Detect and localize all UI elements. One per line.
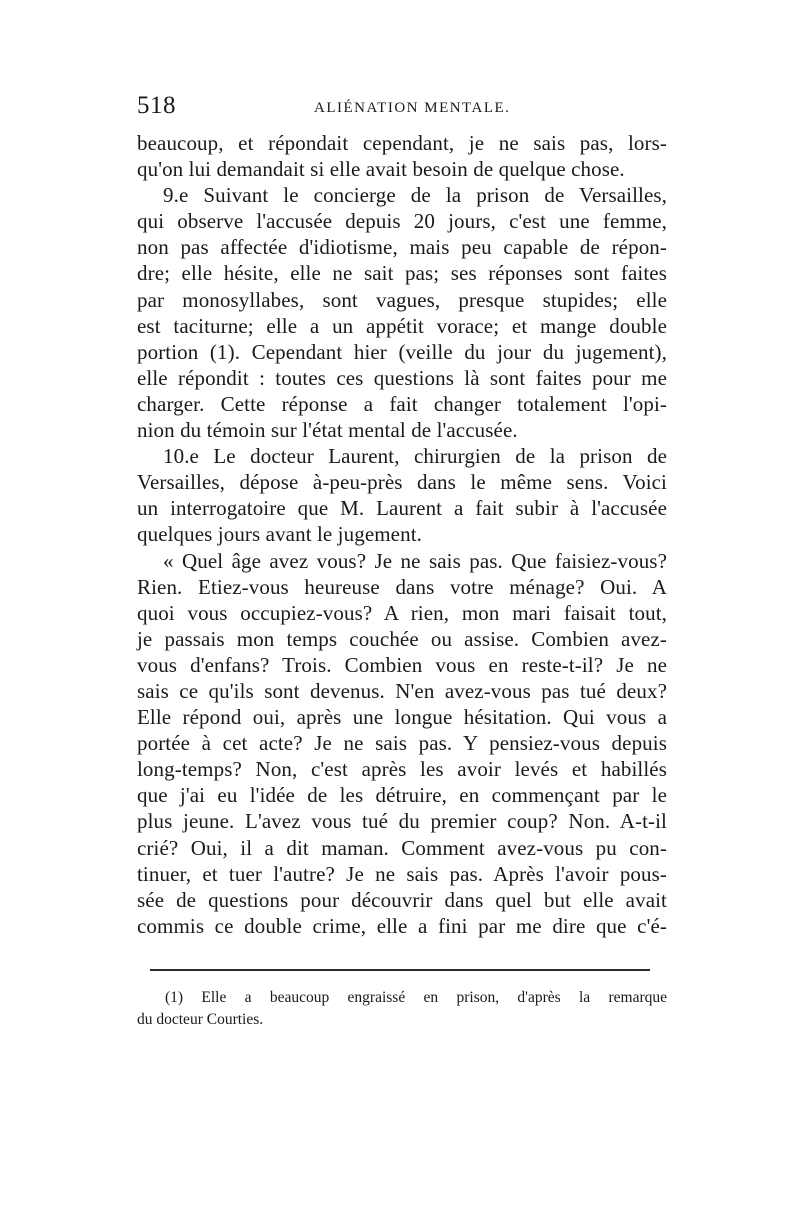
text-line: portée à cet acte? Je ne sais pas. Y pensiez-vous depuis [137,731,667,756]
text-line: est taciturne; elle a un appétit vorace; et mange double [137,313,667,338]
body-text [137,130,667,939]
text-line: qu'on lui demandait si elle avait besoin de quelque chose. [137,157,625,182]
text-line: vous d'enfans? Trois. Combien vous en reste-t-il? Je ne [137,652,667,677]
running-head: ALIÉNATION MENTALE. [314,100,511,116]
paragraph-start-line: « Quel âge avez vous? Je ne sais pas. Que faisiez-vous? [163,548,667,573]
paragraph-start-line: 9.e Suivant le concierge de la prison de Versailles, [163,183,667,208]
text-line: tinuer, et tuer l'autre? Je ne sais pas. Après l'avoir pous- [137,861,667,886]
text-line: charger. Cette réponse a fait changer totalement l'opi- [137,391,667,416]
paragraph-start-line: 10.e Le docteur Laurent, chirurgien de la prison de [163,444,667,469]
text-line: que j'ai eu l'idée de les détruire, en commençant par le [137,783,667,808]
text-line: je passais mon temps couchée ou assise. Combien avez- [137,626,667,651]
text-line: Elle répond oui, après une longue hésitation. Qui vous a [137,705,667,730]
text-line: elle répondit : toutes ces questions là sont faites pour me [137,365,667,390]
text-line: crié? Oui, il a dit maman. Comment avez-vous pu con- [137,835,667,860]
text-line: Versailles, dépose à-peu-près dans le même sens. Voici [137,470,667,495]
text-line: portion (1). Cependant hier (veille du jour du jugement), [137,339,667,364]
text-line: qui observe l'accusée depuis 20 jours, c'est une femme, [137,209,667,234]
text-line: dre; elle hésite, elle ne sait pas; ses réponses sont faites [137,261,667,286]
text-line: long-temps? Non, c'est après les avoir levés et habillés [137,757,667,782]
text-line: par monosyllabes, sont vagues, presque stupides; elle [137,287,667,312]
footnote-line: du docteur Courties. [137,1011,264,1028]
text-line: un interrogatoire que M. Laurent a fait subir à l'accusée [137,496,667,521]
text-line: commis ce double crime, elle a fini par me dire que c'é- [137,913,667,938]
text-line: plus jeune. L'avez vous tué du premier coup? Non. A-t-il [137,809,667,834]
text-line: beaucoup, et répondait cependant, je ne sais pas, lors- [137,131,667,155]
footnote [137,987,667,1031]
text-line: sée de questions pour découvrir dans quel but elle avait [137,887,667,912]
page-header [137,92,667,124]
text-line: sais ce qu'ils sont devenus. N'en avez-vous pas tué deux? [137,678,667,703]
text-line: quelques jours avant le jugement. [137,522,422,547]
text-line: non pas affectée d'idiotisme, mais peu capable de répon- [137,235,667,260]
footnote-separator-rule [150,969,650,971]
footnote-line: (1) Elle a beaucoup engraissé en prison, d'après la remarque [165,989,667,1006]
text-line: quoi vous occupiez-vous? A rien, mon mari faisait tout, [137,600,667,625]
text-line: nion du témoin sur l'état mental de l'accusée. [137,418,518,443]
page-number: 518 [137,92,176,119]
text-line: Rien. Etiez-vous heureuse dans votre ménage? Oui. A [137,574,667,599]
